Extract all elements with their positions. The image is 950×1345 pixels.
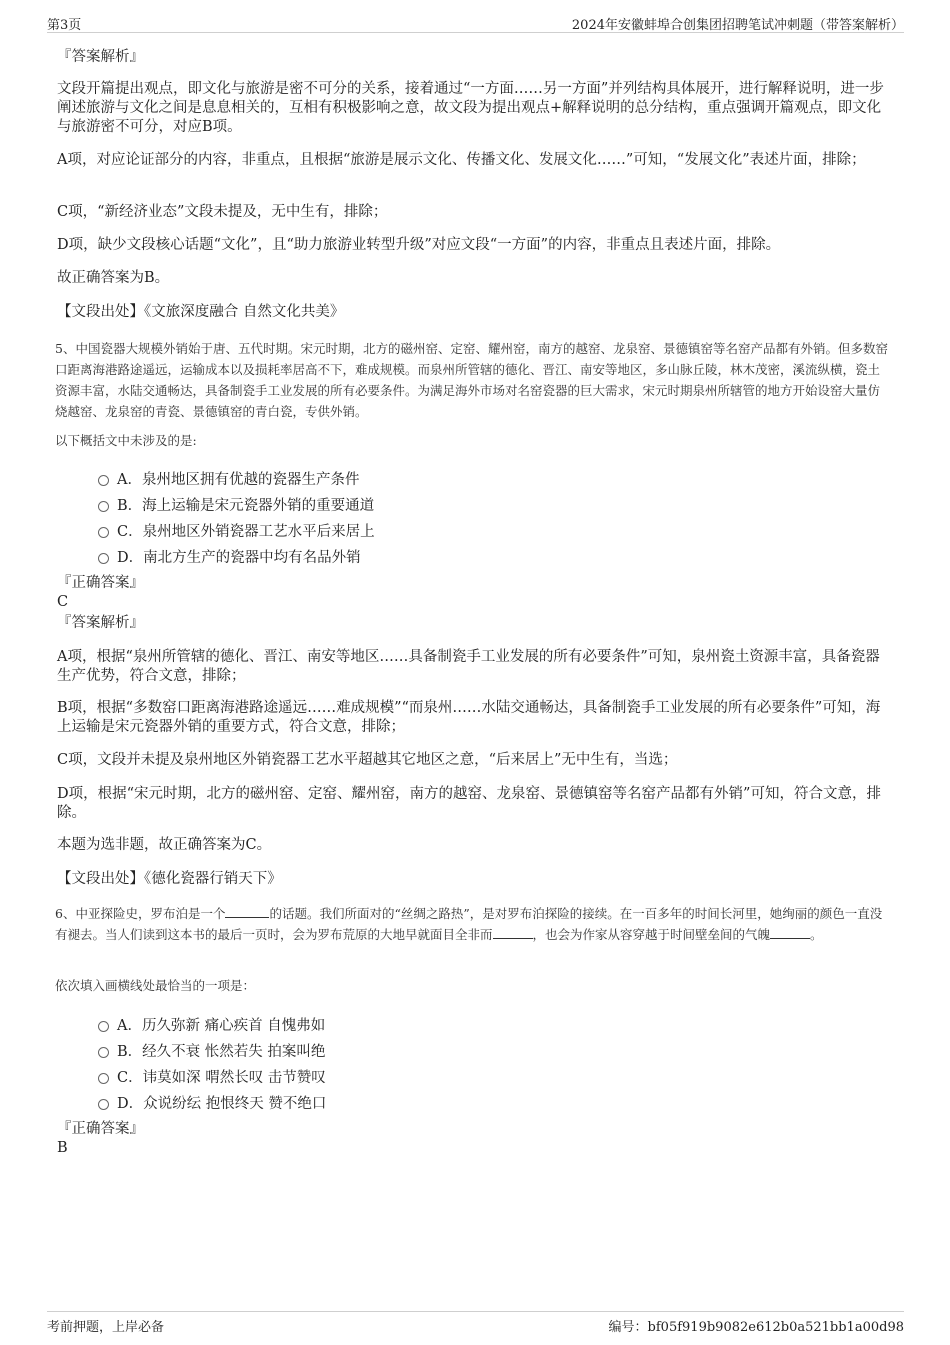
source-line: 【文段出处】《德化瓷器行销天下》 — [57, 871, 282, 887]
document-title: 2024年安徽蚌埠合创集团招聘笔试冲刺题（带答案解析） — [571, 18, 904, 33]
analysis-paragraph: B项，根据“多数窑口距离海港路途遥远……难成规模”“而泉州……水陆交通畅达，具备制瓷手工业发展的所有必要条件”可知，海上运输是宋元瓷器外销的重要方式，符合文意，排除； — [57, 700, 881, 735]
answer-heading: 『正确答案』 — [57, 575, 144, 591]
blank-line — [493, 926, 533, 939]
page-footer — [47, 1311, 904, 1336]
radio-icon[interactable] — [98, 501, 109, 512]
answer-value: B — [57, 1140, 68, 1156]
analysis-paragraph: A项，根据“泉州所管辖的德化、晋江、南安等地区……具备制瓷手工业发展的所有必要条件”可知，泉州瓷土资源丰富，具备瓷器生产优势，符合文意，排除； — [57, 649, 880, 684]
question-stem: 6、中亚探险史，罗布泊是一个 的话题。我们所面对的“丝绸之路热”，是对罗布泊探险的接续。在一百多年的时间长河里，她绚丽的颜色一直没有褪去。当人们读到这本书的最后一页时，会为罗布荒原的大地早就面目全非而 ，也会为作家从容穿越于时间壁垒间的气魄 。 — [55, 906, 883, 942]
analysis-heading: 『答案解析』 — [57, 49, 144, 65]
option-a[interactable]: A．历久弥新 痛心疾首 自愧弗如 — [98, 1014, 325, 1035]
question-prompt: 依次填入画横线处最恰当的一项是： — [55, 978, 256, 993]
analysis-paragraph: C项，文段并未提及泉州地区外销瓷器工艺水平超越其它地区之意，“后来居上”无中生有，当选； — [57, 752, 678, 768]
answer-heading: 『正确答案』 — [57, 1121, 144, 1137]
question-stem: 5、中国瓷器大规模外销始于唐、五代时期。宋元时期，北方的磁州窑、定窑、耀州窑，南方的越窑、龙泉窑、景德镇窑等名窑产品都有外销。但多数窑口距离海港路途遥远，运输成本以及损耗率居高不下，难成规模。而泉州所管辖的德化、晋江、南安等地区，多山脉丘陵，林木茂密，溪流纵横，瓷土资源丰富，水陆交通畅达，具备制瓷手工业发展的所有必要条件。为满足海外市场对名窑瓷器的巨大需求，宋元时期泉州所辖管的地方开始设窑大量仿烧越窑、龙泉窑的青瓷、景德镇窑的青白瓷，专供外销。 — [55, 341, 888, 419]
option-b[interactable]: B．海上运输是宋元瓷器外销的重要通道 — [98, 494, 374, 515]
analysis-paragraph: 文段开篇提出观点，即文化与旅游是密不可分的关系，接着通过“一方面……另一方面”并列结构具体展开，进行解释说明，进一步阐述旅游与文化之间是息息相关的，互相有积极影响之意，故文段为提出观点+解释说明的总分结构，重点强调开篇观点，即文化与旅游密不可分，对应B项。 — [57, 81, 884, 135]
blank-line — [225, 905, 269, 918]
source-line: 【文段出处】《文旅深度融合 自然文化共美》 — [57, 304, 345, 320]
option-c[interactable]: C．讳莫如深 喟然长叹 击节赞叹 — [98, 1066, 326, 1087]
footer-slogan: 考前押题，上岸必备 — [47, 1320, 165, 1335]
analysis-paragraph: D项，缺少文段核心话题“文化”，且“助力旅游业转型升级”对应文段“一方面”的内容，非重点且表述片面，排除。 — [57, 237, 781, 253]
option-a[interactable]: A．泉州地区拥有优越的瓷器生产条件 — [98, 468, 359, 489]
option-d[interactable]: D．南北方生产的瓷器中均有名品外销 — [98, 546, 361, 567]
radio-icon[interactable] — [98, 553, 109, 564]
page-header — [47, 10, 904, 33]
radio-icon[interactable] — [98, 527, 109, 538]
radio-icon[interactable] — [98, 1047, 109, 1058]
page-number: 第3页 — [47, 18, 82, 33]
question-prompt: 以下概括文中未涉及的是: — [55, 433, 197, 448]
radio-icon[interactable] — [98, 1073, 109, 1084]
option-b[interactable]: B．经久不衰 怅然若失 拍案叫绝 — [98, 1040, 325, 1061]
radio-icon[interactable] — [98, 1021, 109, 1032]
analysis-paragraph: C项，“新经济业态”文段未提及，无中生有，排除； — [57, 204, 388, 220]
analysis-heading: 『答案解析』 — [57, 615, 144, 631]
analysis-paragraph: 故正确答案为B。 — [57, 270, 170, 286]
document-id: 编号：bf05f919b9082e612b0a521bb1a00d98 — [608, 1320, 904, 1335]
radio-icon[interactable] — [98, 1099, 109, 1110]
radio-icon[interactable] — [98, 475, 109, 486]
analysis-paragraph: D项，根据“宋元时期，北方的磁州窑、定窑、耀州窑，南方的越窑、龙泉窑、景德镇窑等名窑产品都有外销”可知，符合文意，排除。 — [57, 786, 881, 821]
option-c[interactable]: C．泉州地区外销瓷器工艺水平后来居上 — [98, 520, 375, 541]
analysis-paragraph: 本题为选非题，故正确答案为C。 — [57, 837, 272, 853]
analysis-paragraph: A项，对应论证部分的内容，非重点，且根据“旅游是展示文化、传播文化、发展文化……”可知，“发展文化”表述片面，排除； — [57, 152, 866, 168]
blank-line — [770, 926, 810, 939]
option-d[interactable]: D．众说纷纭 抱恨终天 赞不绝口 — [98, 1092, 326, 1113]
answer-value: C — [57, 594, 69, 610]
